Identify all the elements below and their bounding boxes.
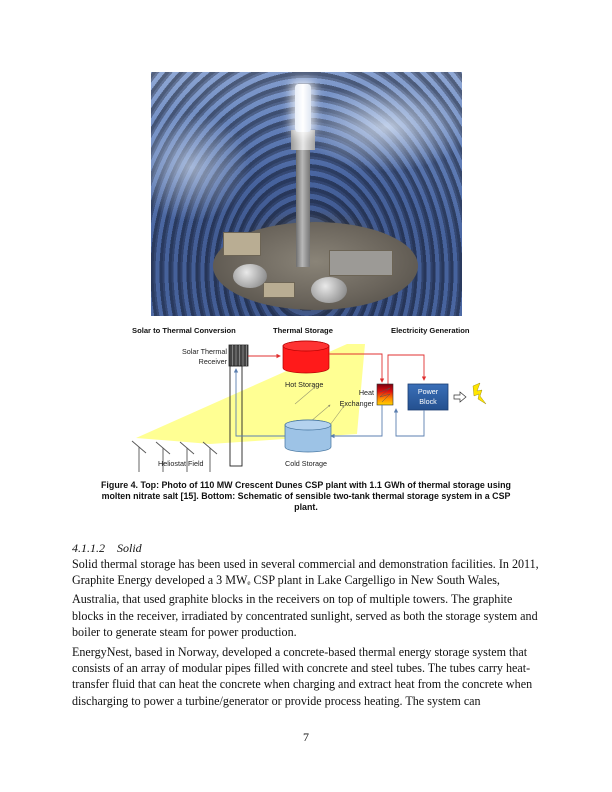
paragraph-solid-storage [72,556,542,640]
label-heat-exchanger-1: Heat [358,388,374,397]
solar-receiver-glow [295,84,311,132]
text-line: blocks in the receiver, irradiated by concentrated sunlight, served as both the storage system and [72,608,538,623]
building [223,232,261,256]
figure-caption [66,480,546,513]
text-fragment: CSP plant in Lake Cargelligo in New South Wales, [250,573,500,588]
mirror-glare [151,112,251,222]
caption-line: molten nitrate salt [15]. Bottom: Schematic of sensible two-tank thermal storage system in a CSP [101,491,511,501]
label-power-block-1: Power [417,387,439,396]
subscript-e: e [247,579,251,588]
text-line: Australia, that used graphite blocks in the receivers on top of multiple towers. The graphite [72,592,513,607]
text-line: consists of an array of modular pipes filled with concrete and steel tubes. The tubes carry heat- [72,661,531,676]
page-number: 7 [303,730,309,744]
label-hot-storage: Hot Storage [285,380,324,389]
label-cold-storage: Cold Storage [285,459,327,468]
paragraph-energynest [72,644,542,709]
two-tank-storage-schematic [118,322,500,472]
csp-plant-photo [151,72,462,316]
label-power-block-2: Block [419,397,437,406]
caption-line: plant. [294,502,318,512]
label-heat-exchanger-2: Exchanger [339,399,374,408]
header-thermal-storage: Thermal Storage [273,326,333,335]
text-line: Solid thermal storage has been used in several commercial and demonstration facilities. In 2011, [72,557,539,571]
text-line: discharging to power a turbine/generator or provide process heating. The system can [72,693,481,708]
storage-tank-dome [311,277,347,303]
mirror-glare [301,82,462,172]
text-line: EnergyNest, based in Norway, developed a concrete-based thermal energy storage system that [72,645,528,659]
header-electricity-generation: Electricity Generation [391,326,470,335]
storage-tank-dome [233,264,267,288]
tower-cap [291,130,315,150]
header-solar-conversion: Solar to Thermal Conversion [132,326,236,335]
label-heliostat-field: Heliostat Field [158,459,204,468]
text-line: boiler to generate steam for power production. [72,624,297,639]
section-heading: 4.1.1.2 Solid [72,541,142,555]
building [263,282,295,298]
text-line: transfer fluid that can heat the concrete when charging and extract heat from the concrete when [72,677,533,692]
text-fragment: Graphite Energy developed a 3 MW [72,573,248,588]
building [329,250,393,276]
label-receiver-2: Receiver [198,357,227,366]
receiver-tower [296,132,310,267]
caption-line: Figure 4. Top: Photo of 110 MW Crescent Dunes CSP plant with 1.1 GWh of thermal storage using [101,480,511,490]
text-line [72,572,542,591]
label-receiver-1: Solar Thermal [181,347,227,356]
